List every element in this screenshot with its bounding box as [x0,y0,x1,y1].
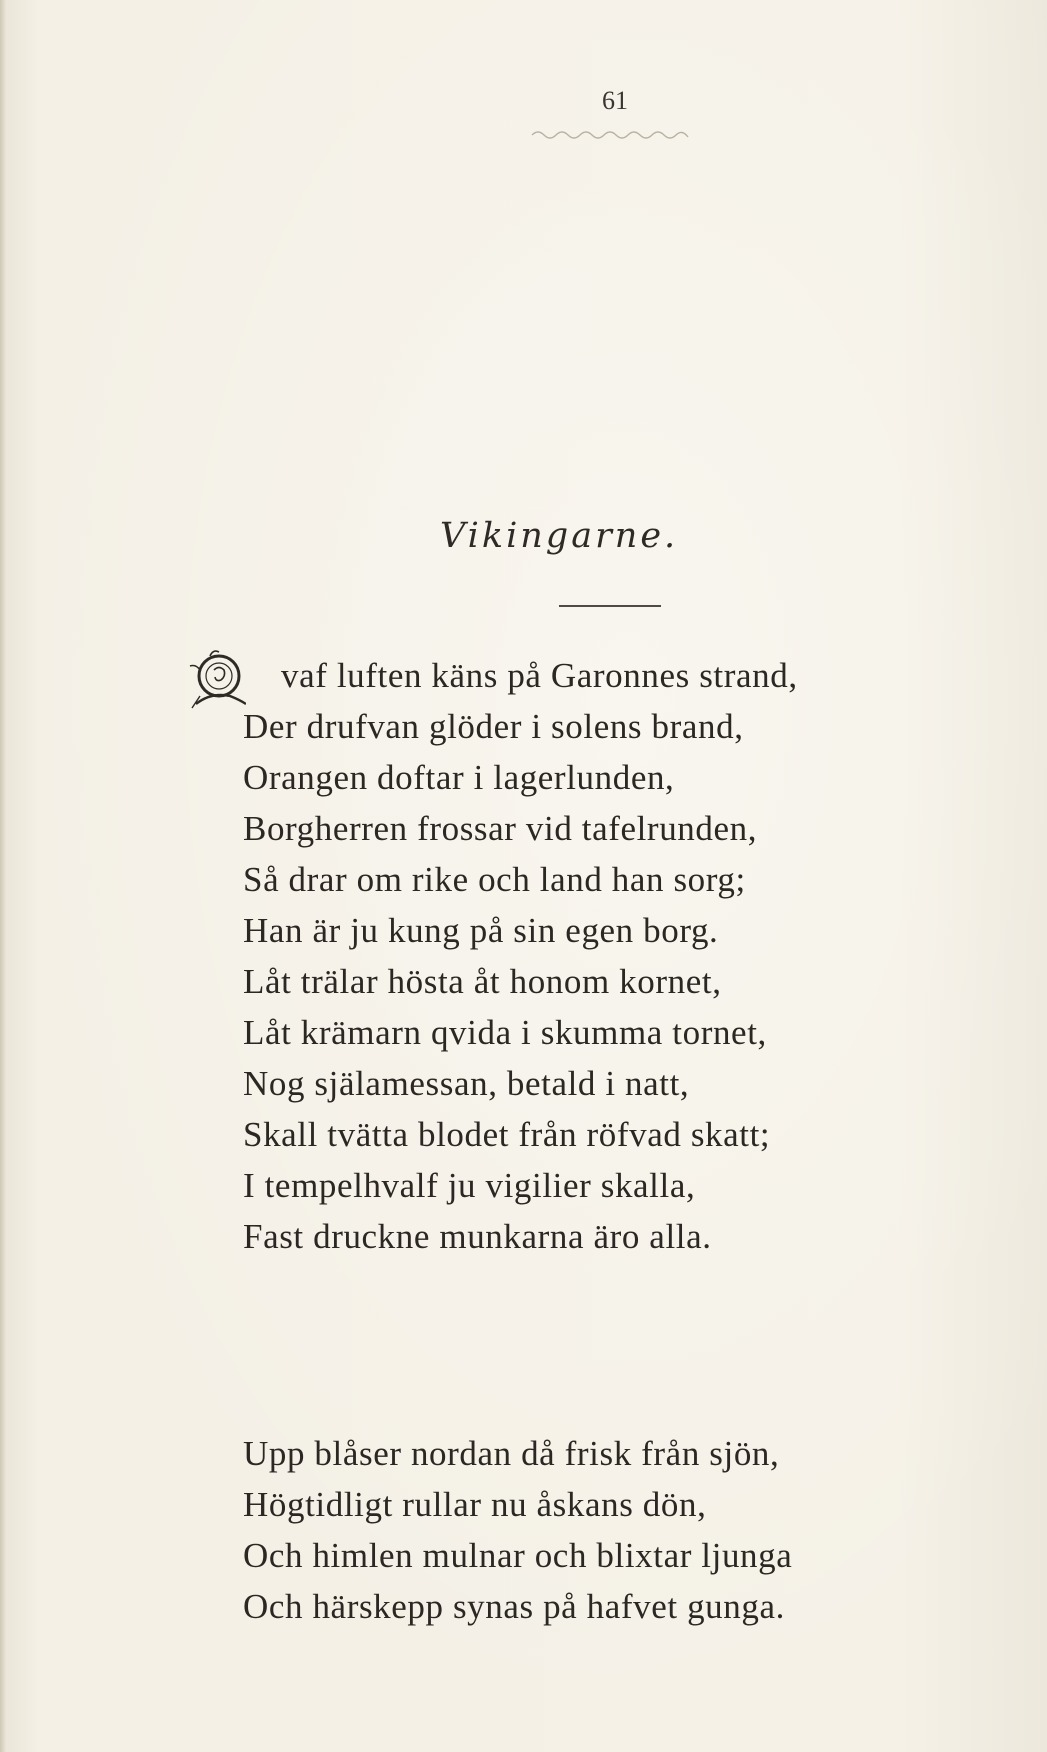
verse-line: Borgherren frossar vid tafelrunden, [243,809,758,848]
verse-line: Upp blåser nordan då frisk från sjön, [243,1434,780,1473]
wavy-rule-icon [530,128,690,142]
verse-line: vaf luften käns på Garonnes strand, [281,656,798,695]
verse-line: Nog själamessan, betald i natt, [243,1064,690,1103]
stanza-1 [243,650,798,1262]
verse-line: Och himlen mulnar och blixtar ljunga [243,1536,793,1575]
verse-line: Han är ju kung på sin egen borg. [243,911,719,950]
verse-line: Fast druckne munkarna äro alla. [243,1217,712,1256]
page-number: 61 [602,86,628,115]
verse-line: Der drufvan glöder i solens brand, [243,707,744,746]
poem-title: Vikingarne. [440,516,679,556]
verse-line: Skall tvätta blodet från röfvad skatt; [243,1115,771,1154]
stanza-2 [243,1428,792,1632]
verse-line: Högtidligt rullar nu åskans dön, [243,1485,707,1524]
verse-line: Och härskepp synas på hafvet gunga. [243,1587,785,1626]
verse-line: Orangen doftar i lagerlunden, [243,758,675,797]
verse-line: Så drar om rike och land han sorg; [243,860,746,899]
verse-line: I tempelhvalf ju vigilier skalla, [243,1166,696,1205]
title-divider [559,605,661,607]
verse-line: Låt trälar hösta åt honom kornet, [243,962,722,1001]
ornate-initial-icon [186,646,246,712]
page-edge-shadow [0,0,6,1752]
verse-line: Låt krämarn qvida i skumma tornet, [243,1013,767,1052]
